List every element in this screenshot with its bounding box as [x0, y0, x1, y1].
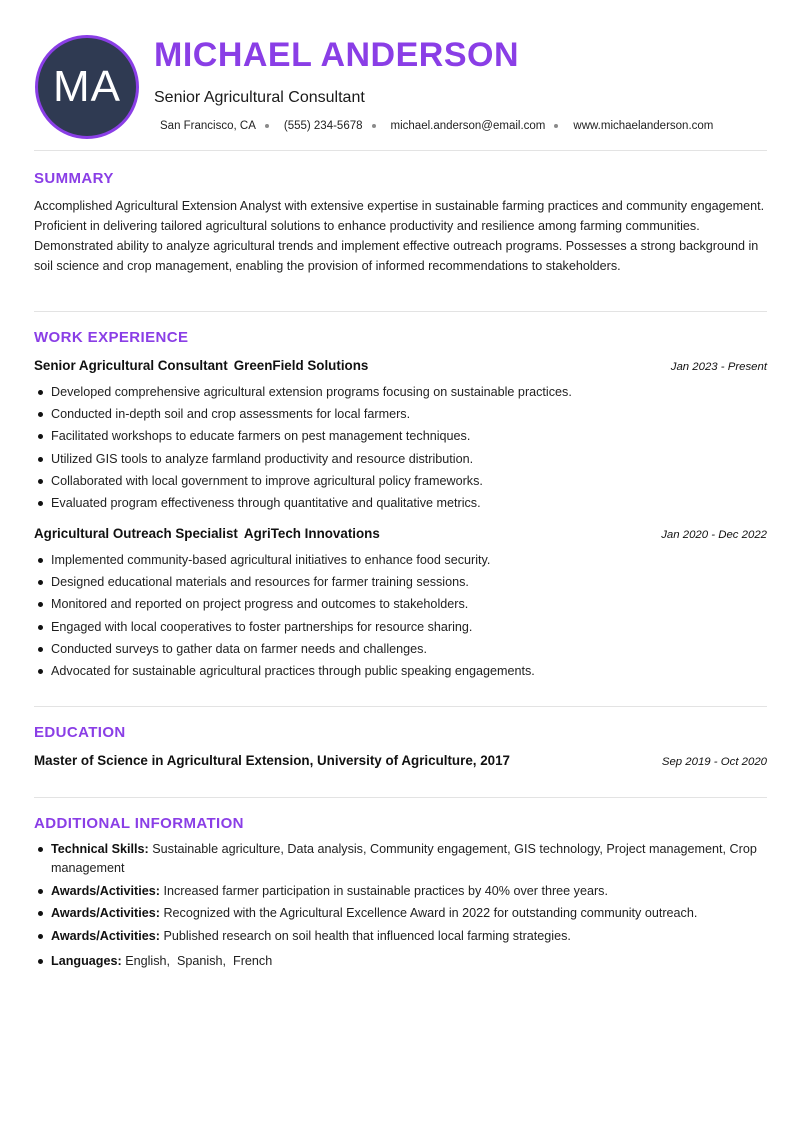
candidate-title: Senior Agricultural Consultant	[154, 89, 365, 106]
job-company: GreenField Solutions	[233, 358, 369, 373]
job-bullet-list	[34, 549, 767, 682]
additional-list	[34, 840, 769, 974]
info-label: Technical Skills:	[51, 842, 149, 856]
contact-bar	[160, 120, 713, 132]
list-item: Conducted surveys to gather data on farmer needs and challenges.	[34, 638, 767, 660]
list-item: Conducted in-depth soil and crop assessments for local farmers.	[34, 403, 767, 425]
job-bullet-list	[34, 381, 767, 514]
list-item	[34, 840, 769, 878]
list-item: Collaborated with local government to improve agricultural policy frameworks.	[34, 470, 767, 492]
education-entry	[34, 753, 767, 768]
contact-location: San Francisco, CA	[160, 120, 256, 132]
divider	[34, 797, 767, 798]
info-text: Published research on soil health that influenced local farming strategies.	[163, 928, 571, 943]
job-dates: Jan 2020 - Dec 2022	[661, 529, 767, 541]
separator-dot	[265, 124, 269, 128]
list-item: Designed educational materials and resources for farmer training sessions.	[34, 571, 767, 593]
separator-dot	[554, 124, 558, 128]
job-title-line	[34, 358, 368, 373]
job-role: Agricultural Outreach Specialist	[34, 526, 238, 541]
candidate-name: MICHAEL ANDERSON	[154, 36, 520, 74]
job-title-line	[34, 526, 380, 541]
avatar-initials: MA	[53, 62, 121, 111]
divider	[34, 311, 767, 312]
education-dates: Sep 2019 - Oct 2020	[661, 756, 767, 768]
job-role: Senior Agricultural Consultant	[34, 358, 228, 373]
divider	[34, 706, 767, 707]
list-item: Developed comprehensive agricultural extension programs focusing on sustainable practices.	[34, 381, 767, 403]
info-text: Recognized with the Agricultural Excellence Award in 2022 for outstanding community outreach.	[163, 906, 698, 920]
education-heading: EDUCATION	[34, 724, 126, 741]
list-item: Utilized GIS tools to analyze farmland productivity and resource distribution.	[34, 448, 767, 470]
summary-text: Accomplished Agricultural Extension Analyst with extensive expertise in sustainable farming practices and community engagement. Proficient in delivering tailored agricultural solutions to enhance productivity and resilience among farming communities. Demonstrated ability to analyze agricultural trends and implement effective outreach programs. Possesses a strong background in soil science and crop management, enabling the provision of informed recommendations to stakeholders.	[34, 199, 765, 273]
job-header	[34, 358, 767, 373]
info-label: Awards/Activities:	[51, 883, 160, 898]
job-company: AgriTech Innovations	[243, 526, 380, 541]
contact-phone: (555) 234-5678	[283, 120, 363, 132]
info-label: Awards/Activities:	[51, 928, 160, 943]
separator-dot	[372, 124, 376, 128]
list-item: Facilitated workshops to educate farmers on pest management techniques.	[34, 425, 767, 447]
list-item: Implemented community-based agricultural initiatives to enhance food security.	[34, 549, 767, 571]
divider	[34, 150, 767, 151]
list-item	[34, 904, 769, 923]
info-label: Languages:	[51, 953, 122, 968]
experience-heading: WORK EXPERIENCE	[34, 329, 189, 346]
list-item: Engaged with local cooperatives to foster partnerships for resource sharing.	[34, 616, 767, 638]
contact-website: www.michaelanderson.com	[573, 120, 714, 132]
avatar	[35, 35, 139, 139]
list-item: Evaluated program effectiveness through quantitative and qualitative metrics.	[34, 492, 767, 514]
info-text: Sustainable agriculture, Data analysis, Community engagement, GIS technology, Project management, Crop management	[51, 842, 757, 875]
job-header	[34, 526, 767, 541]
list-item	[34, 952, 769, 971]
contact-email: michael.anderson@email.com	[390, 120, 546, 132]
info-label: Awards/Activities:	[51, 906, 160, 920]
info-text: English, Spanish, French	[125, 953, 273, 968]
list-item: Monitored and reported on project progress and outcomes to stakeholders.	[34, 593, 767, 615]
list-item	[34, 882, 769, 901]
education-degree: Master of Science in Agricultural Extension, University of Agriculture, 2017	[34, 753, 510, 768]
additional-heading: ADDITIONAL INFORMATION	[34, 815, 244, 832]
list-item	[34, 927, 769, 946]
job-dates: Jan 2023 - Present	[670, 361, 767, 373]
list-item: Advocated for sustainable agricultural practices through public speaking engagements.	[34, 660, 767, 682]
summary-heading: SUMMARY	[34, 170, 114, 187]
info-text: Increased farmer participation in sustainable practices by 40% over three years.	[163, 883, 608, 898]
